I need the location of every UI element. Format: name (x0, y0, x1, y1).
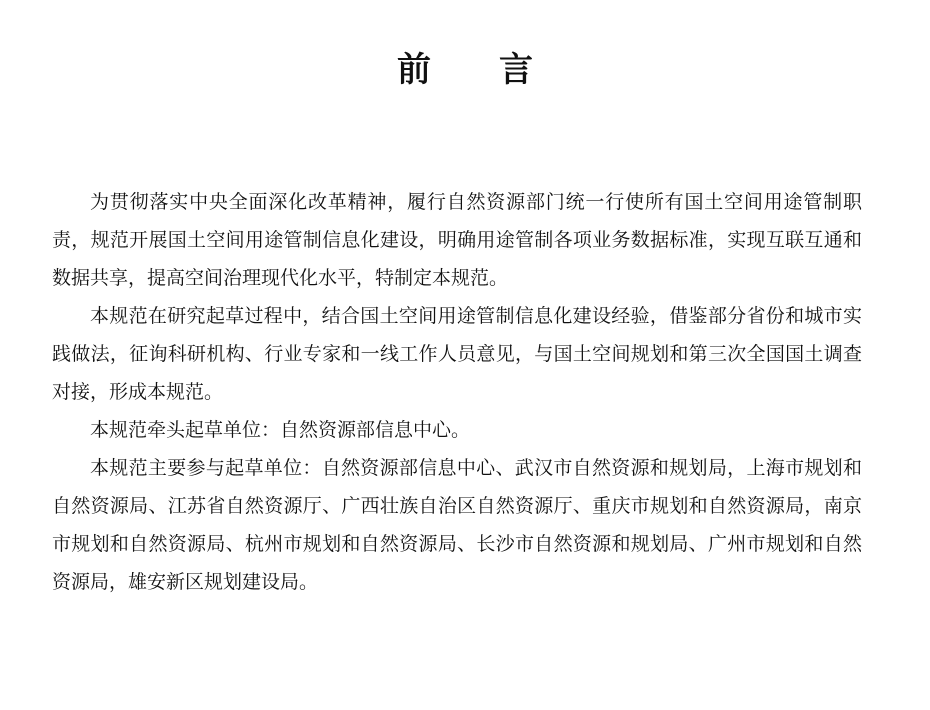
paragraph-lead-drafting-unit: 本规范牵头起草单位：自然资源部信息中心。 (90, 419, 471, 441)
paragraph-participating-units: 本规范主要参与起草单位：自然资源部信息中心、武汉市自然资源和规划局，上海市规划和自然资源局、江苏省自然资源厅、广西壮族自治区自然资源厅、重庆市规划和自然资源局，南京市规划和自然资源局、杭州市规划和自然资源局、长沙市自然资源和规划局、广州市规划和自然资源局，雄安新区规划建设局。 (52, 457, 862, 593)
preface-body (52, 183, 862, 601)
paragraph-purpose: 为贯彻落实中央全面深化改革精神，履行自然资源部门统一行使所有国土空间用途管制职责，规范开展国土空间用途管制信息化建设，明确用途管制各项业务数据标准，实现互联互通和数据共享，提高空间治理现代化水平，特制定本规范。 (52, 191, 862, 289)
paragraph-drafting-process: 本规范在研究起草过程中，结合国土空间用途管制信息化建设经验，借鉴部分省份和城市实践做法，征询科研机构、行业专家和一线工作人员意见，与国土空间规划和第三次全国国土调查对接，形成本规范。 (52, 305, 862, 403)
page-title: 前 言 (397, 50, 533, 90)
